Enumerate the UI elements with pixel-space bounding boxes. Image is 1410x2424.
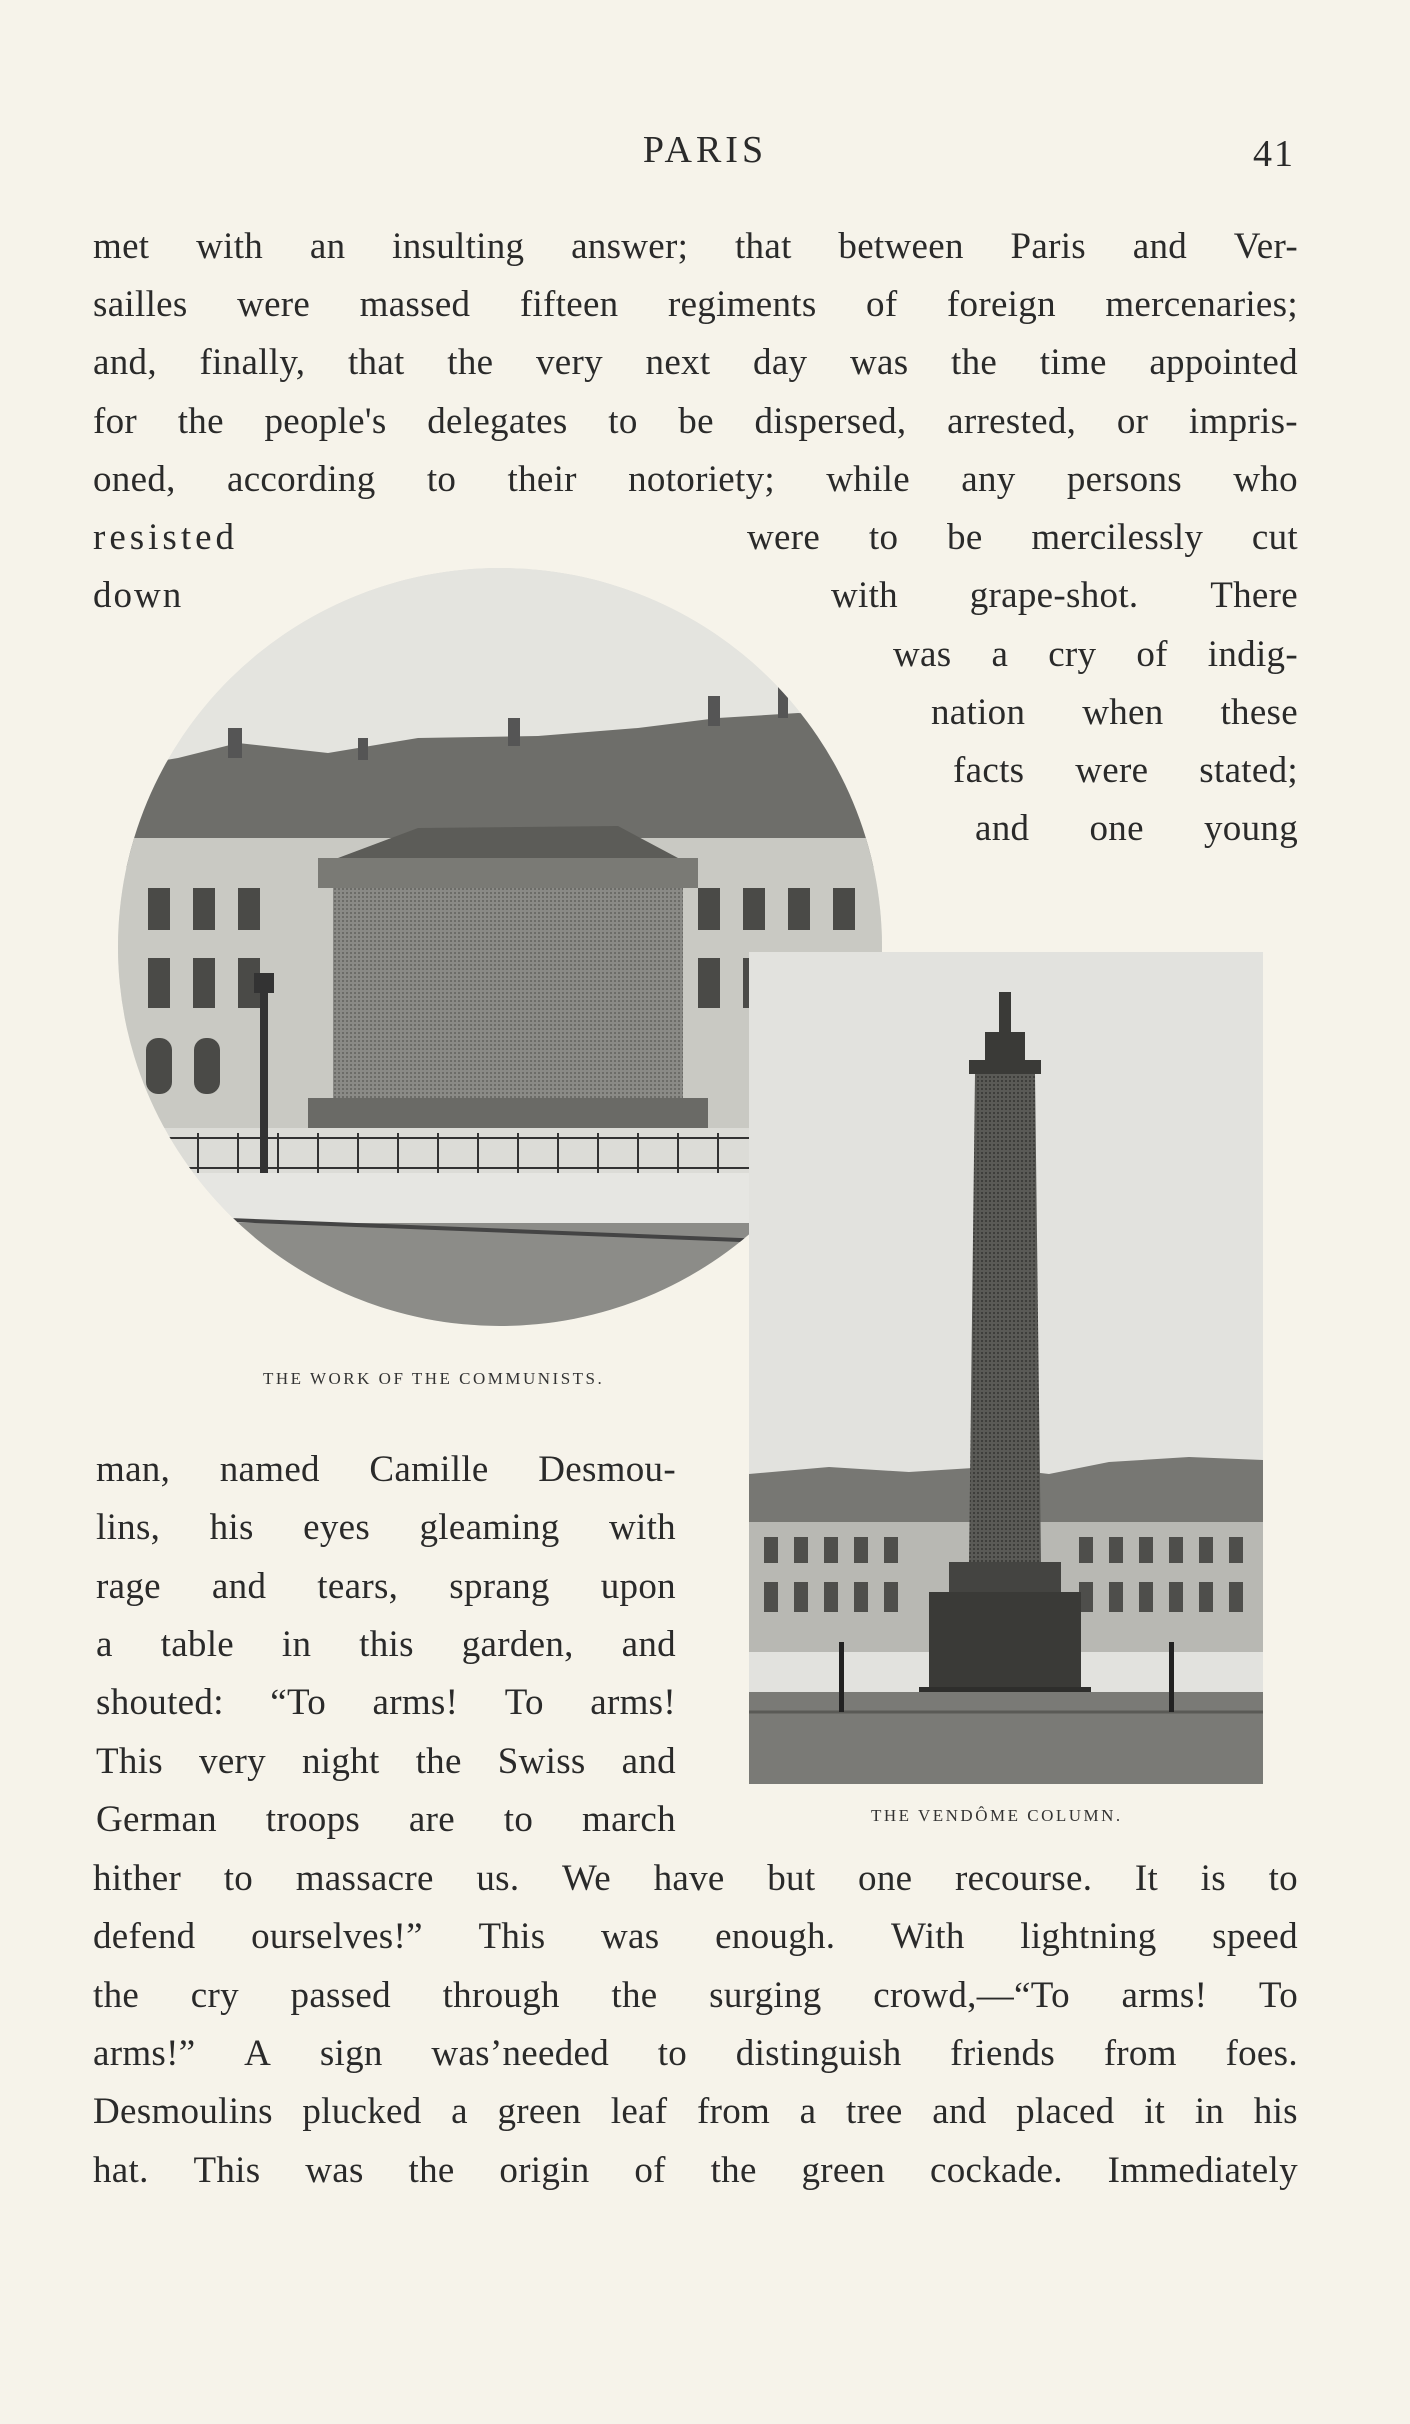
text-line-22: arms!” A sign was’needed to distinguish friends from foes. xyxy=(93,2033,1298,2074)
text-line-11: and one young xyxy=(975,808,1298,849)
text-line-6-right: were to be mercilessly cut xyxy=(747,517,1298,558)
text-line-3: and, finally, that the very next day was the time appointed xyxy=(93,342,1298,383)
text-line-16: shouted: “To arms! To arms! xyxy=(96,1682,676,1723)
page-number: 41 xyxy=(1253,133,1295,175)
text-line-18: German troops are to march xyxy=(96,1799,676,1840)
text-line-7-left: down xyxy=(93,575,184,616)
page-header xyxy=(0,120,1410,180)
text-line-6-left: resisted xyxy=(93,517,239,558)
text-line-21: the cry passed through the surging crowd,—“To arms! To xyxy=(93,1975,1298,2016)
text-line-13: lins, his eyes gleaming with xyxy=(96,1507,676,1548)
text-line-23: Desmoulins plucked a green leaf from a tree and placed it in his xyxy=(93,2091,1298,2132)
text-line-17: This very night the Swiss and xyxy=(96,1741,676,1782)
text-line-20: defend ourselves!” This was enough. With lightning speed xyxy=(93,1916,1298,1957)
text-line-10: facts were stated; xyxy=(953,750,1298,791)
text-line-15: a table in this garden, and xyxy=(96,1624,676,1665)
vendome-photo xyxy=(749,952,1263,1784)
vendome-caption: THE VENDÔME COLUMN. xyxy=(871,1806,1123,1825)
text-line-14: rage and tears, sprang upon xyxy=(96,1566,676,1607)
running-title: PARIS xyxy=(642,129,768,171)
text-line-12: man, named Camille Desmou- xyxy=(96,1449,676,1490)
communists-caption: THE WORK OF THE COMMUNISTS. xyxy=(263,1369,605,1388)
text-line-24: hat. This was the origin of the green cockade. Immediately xyxy=(93,2150,1298,2191)
text-line-5: oned, according to their notoriety; while any persons who xyxy=(93,459,1298,500)
text-line-9: nation when these xyxy=(931,692,1298,733)
text-line-19: hither to massacre us. We have but one recourse. It is to xyxy=(93,1858,1298,1899)
text-line-1: met with an insulting answer; that between Paris and Ver- xyxy=(93,226,1298,267)
text-line-2: sailles were massed fifteen regiments of foreign mercenaries; xyxy=(93,284,1298,325)
text-line-8: was a cry of indig- xyxy=(893,634,1298,675)
text-line-7-right: with grape-shot. There xyxy=(831,575,1298,616)
text-line-4: for the people's delegates to be dispersed, arrested, or impris- xyxy=(93,401,1298,442)
